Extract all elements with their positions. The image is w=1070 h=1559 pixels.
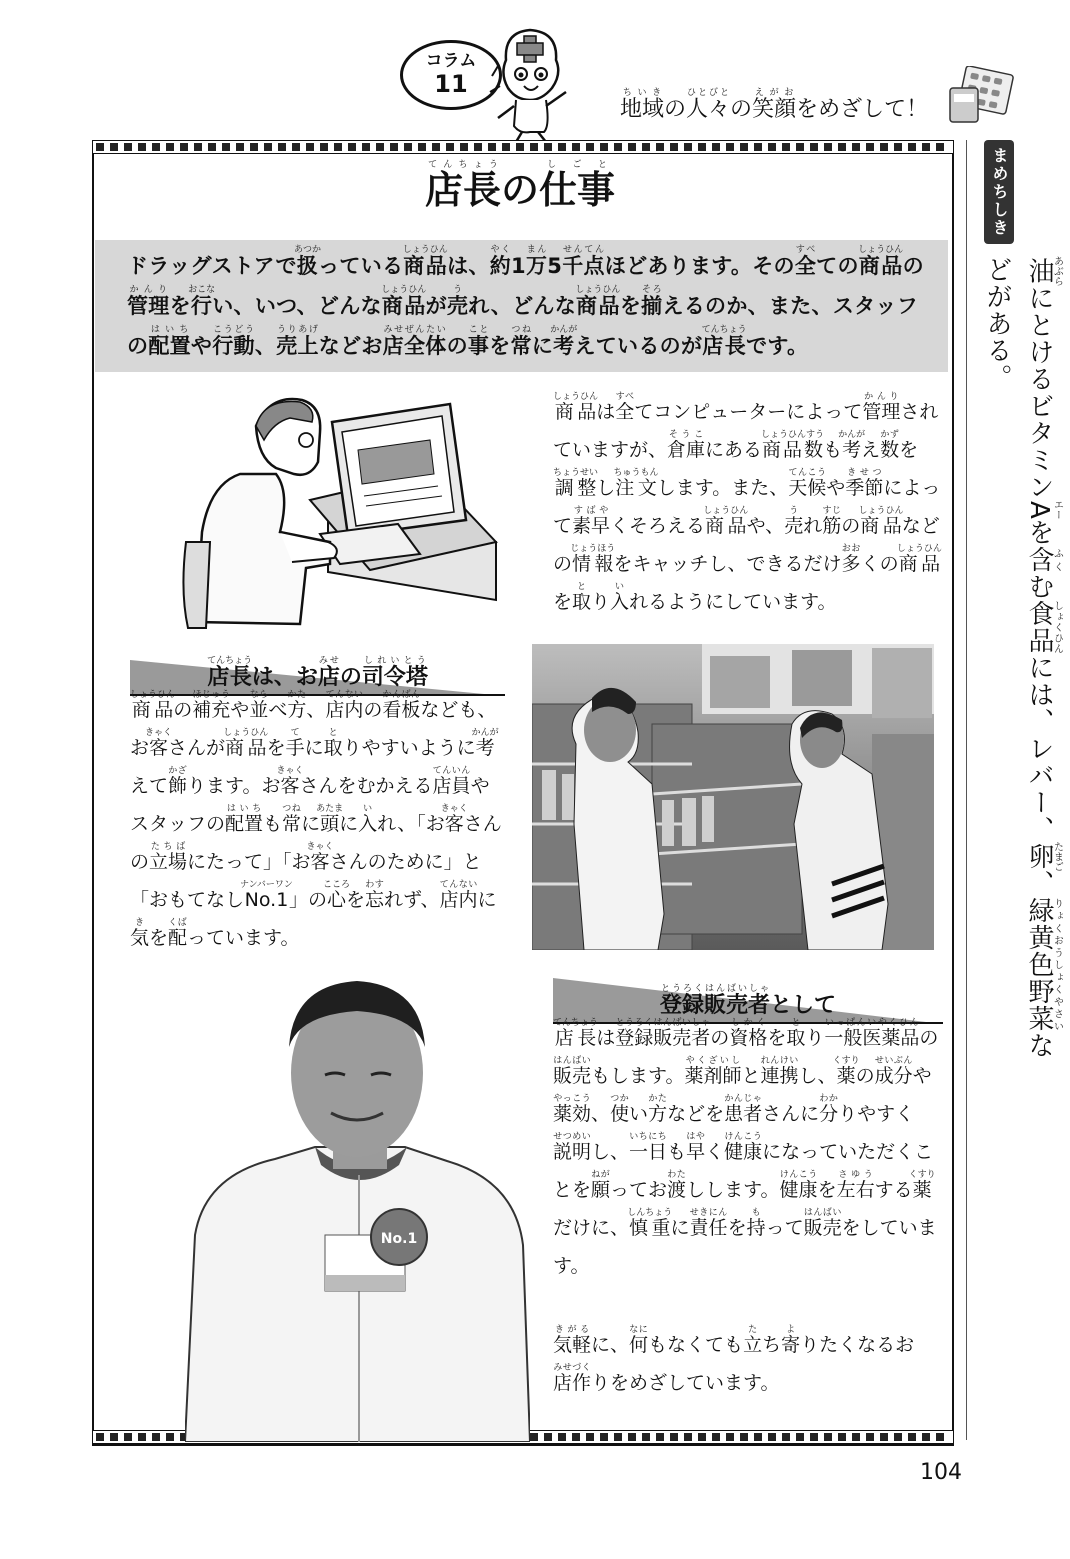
store-manager-portrait	[185, 975, 530, 1442]
paragraph-store-layout: 商品しょうひんの補充ほじゅうや並ならべ方かた、店内てんないの看板かんばんなども、お客きゃくさんが商品しょうひんを手てに取とりやすいように考かんがえて飾かざります。お客きゃくさんをむかえる店員てんいんやスタッフの配置はいちも常つねに頭あたまに入いれ、「お客きゃくさんの立場たちばにたって」「お客きゃくさんのために」と「おもてなしNo.1ナンバーワン」の心こころを忘わすれず、店内てんないに気きを配くばっています。	[130, 690, 502, 949]
badge-text: No.1	[380, 1231, 418, 1247]
heading-text: 登録販売者とうろくはんばいしゃとして	[659, 984, 837, 1018]
computer-work-illustration	[180, 392, 500, 642]
paragraph-closing: 気軽きがるに、何なにもなくても立たち寄よりたくなるお店作みせづくりをめざしています。	[553, 1325, 915, 1394]
column-subtitle: 地域ちいきの人々ひとびとの笑顔えがおをめざして！	[620, 88, 929, 122]
paragraph-registered-seller: 店長てんちょうは登録販売者とうろくはんばいしゃの資格しかくを取とり一般医薬品いっぱんいやくひんの販売はんばいもします。薬剤師やくざいしと連携れんけいし、薬くすりの成分せいぶんや薬効やっこう、使つかい方かたなどを患者かんじゃさんに分わかりやすく説明せつめいし、一日いちにちも早はやく健康けんこうになっていただくことを願ねがってお渡わたしします。健康けんこうを左右さゆうする薬くすりだけに、慎重しんちょうに責任せきにんを持もって販売はんばいをしています。	[553, 1018, 939, 1277]
heading-text: 店長てんちょうは、お店みせの司令塔しれいとう	[207, 656, 428, 690]
store-photo	[532, 644, 934, 950]
medicine-pack-icon	[948, 66, 1014, 126]
intro-box	[95, 240, 948, 372]
trivia-tab: まめちしき	[984, 140, 1014, 244]
sidebar-divider	[966, 140, 967, 1440]
mascot-illustration	[486, 26, 576, 144]
frame-top-border	[92, 140, 954, 154]
column-label: コラム	[425, 51, 477, 71]
intro-text: ドラッグストアで扱あつかっている商品しょうひんは、約やく1万まん5千点せんてんほどあります。その全すべての商品しょうひんの管理かんりを行おこない、いつ、どんな商品しょうひんが売うれ、どんな商品しょうひんを揃そろえるのか、また、スタッフの配置はいちや行動こうどう、売上うりあげなどお店全体みせぜんたいの事ことを常つねに考かんがえているのが店長てんちょうです。	[127, 245, 924, 358]
page-number: 104	[920, 1460, 962, 1485]
page-title: 店長てんちょうの仕事しごと	[424, 160, 616, 212]
trivia-text: 油あぶらにとけるビタミンAエーを含ふくむ食品しょくひんには、レバー、卵たまご、緑黄色野菜りょくおうしょくやさいなどがある。	[982, 256, 1063, 1060]
paragraph-inventory: 商品しょうひんは全すべてコンピューターによって管理かんりされていますが、倉庫そうこにある商品数しょうひんすうも考かんがえ数かずを調整ちょうせいし注文ちゅうもんします。また、天候てんこうや季節きせつによって素早すばやくそろえる商品しょうひんや、売うれ筋すじの商品しょうひんなどの情報じょうほうをキャッチし、できるだけ多おおくの商品しょうひんを取とり入いれるようにしています。	[553, 392, 942, 613]
column-number: 11	[434, 70, 468, 98]
